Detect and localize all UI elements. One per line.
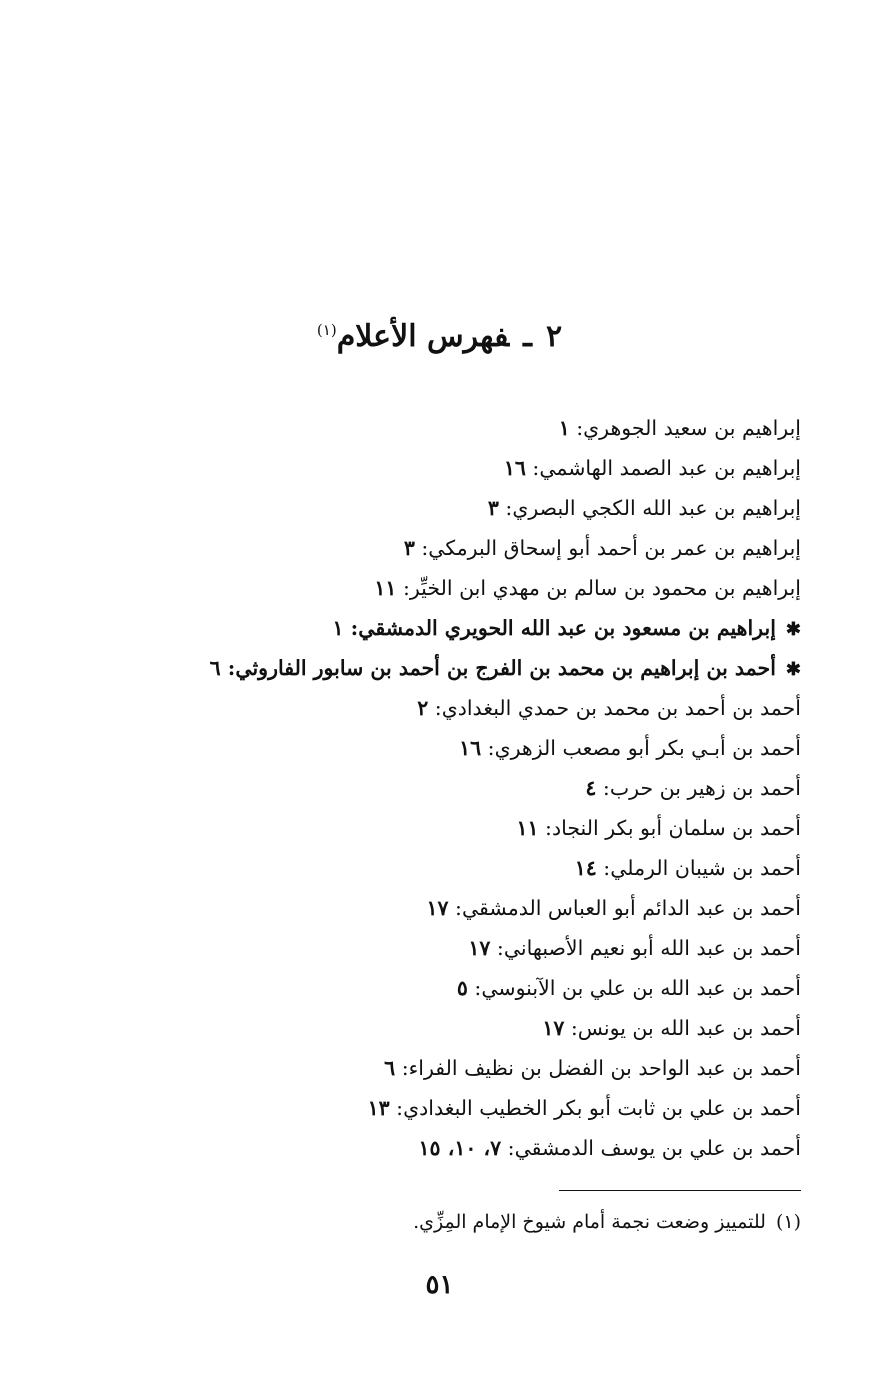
entry-name: إبراهيم بن عمر بن أحمد أبو إسحاق البرمكي [428, 536, 801, 560]
footnote [81, 1206, 801, 1238]
entry-pages: ٣ [487, 496, 499, 520]
footnote-number: (١) [775, 1211, 801, 1233]
index-entry [81, 888, 801, 928]
entry-pages: ٦ [384, 1056, 396, 1080]
entry-separator: : [490, 936, 504, 960]
index-entry [81, 848, 801, 888]
entry-name: أحمد بن زهير بن حرب [609, 776, 801, 800]
entry-separator: : [396, 576, 410, 600]
heading-number: ٢ [545, 319, 563, 354]
entry-pages: ٤ [585, 776, 597, 800]
entry-separator: : [538, 816, 552, 840]
index-entry [81, 808, 801, 848]
index-entry [81, 568, 801, 608]
entry-pages: ٣ [403, 536, 415, 560]
entry-separator: : [564, 1016, 578, 1040]
entry-name: أحمد بن أبـي بكر أبو مصعب الزهري [494, 736, 801, 760]
entry-separator: : [525, 456, 540, 480]
entry-name: إبراهيم بن مسعود بن عبد الله الحويري الدمشقي [358, 616, 776, 640]
heading-dash: ـ [523, 319, 532, 354]
entry-name: أحمد بن عبد الله بن علي بن الآبنوسي [481, 976, 801, 1000]
entry-name: إبراهيم بن عبد الصمد الهاشمي [539, 456, 801, 480]
index-entry [81, 1008, 801, 1048]
entry-pages: ١٧ [542, 1016, 565, 1040]
entry-separator: : [448, 896, 462, 920]
entry-pages: ١٦ [503, 456, 526, 480]
index-entry [81, 728, 801, 768]
entry-pages: ١٧ [468, 936, 491, 960]
index-entry [81, 768, 801, 808]
entry-separator: : [481, 736, 495, 760]
entry-name: أحمد بن عبد الله أبو نعيم الأصبهاني [503, 936, 801, 960]
entry-name: أحمد بن علي بن يوسف الدمشقي [514, 1136, 801, 1160]
index-entry [81, 1128, 801, 1168]
entry-name: أحمد بن علي بن ثابت أبو بكر الخطيب البغدادي [403, 1096, 801, 1120]
index-entry [81, 608, 801, 648]
entry-pages: ١٣ [367, 1096, 390, 1120]
entry-separator: : [467, 976, 482, 1000]
index-entry [81, 648, 801, 688]
index-entry [81, 928, 801, 968]
index-entry [81, 408, 801, 448]
index-entry [81, 688, 801, 728]
entry-separator: : [498, 496, 513, 520]
entry-name: إبراهيم بن عبد الله الكجي البصري [512, 496, 801, 520]
entry-separator: : [395, 1056, 409, 1080]
entry-pages: ٦ [209, 656, 221, 680]
entry-separator: : [596, 776, 610, 800]
footnote-separator [559, 1190, 801, 1191]
entry-pages: ٧، ١٠، ١٥ [418, 1136, 502, 1160]
star-icon: ✱ [785, 619, 801, 640]
entry-pages: ١١ [516, 816, 539, 840]
entry-name: أحمد بن إبراهيم بن محمد بن الفرج بن أحمد بن سابور الفاروثي [235, 656, 776, 680]
entry-pages: ٥ [456, 976, 468, 1000]
entry-separator: : [389, 1096, 404, 1120]
heading-title: فهرس الأعلام [336, 319, 510, 354]
entry-name: أحمد بن عبد الواحد بن الفضل بن نظيف الفراء [408, 1056, 801, 1080]
entry-separator: : [343, 616, 359, 640]
entry-name: إبراهيم بن سعيد الجوهري [583, 416, 801, 440]
index-heading [0, 308, 879, 359]
entry-pages: ١ [558, 416, 570, 440]
entry-name: أحمد بن شيبان الرملي [610, 856, 801, 880]
entry-separator: : [428, 696, 442, 720]
index-entry [81, 528, 801, 568]
entry-name: إبراهيم بن محمود بن سالم بن مهدي ابن الخيِّر [409, 576, 801, 600]
entry-name: أحمد بن سلمان أبو بكر النجاد [551, 816, 801, 840]
entry-separator: : [220, 656, 236, 680]
heading-footnote-ref: (١) [316, 321, 337, 339]
index-entry [81, 1088, 801, 1128]
entry-separator: : [501, 1136, 515, 1160]
index-entry [81, 1048, 801, 1088]
entry-name: أحمد بن عبد الدائم أبو العباس الدمشقي [461, 896, 801, 920]
entry-pages: ١٤ [574, 856, 597, 880]
index-entries-list [81, 408, 801, 1168]
entry-pages: ١٦ [459, 736, 482, 760]
page-number: ٥١ [425, 1270, 454, 1300]
star-icon: ✱ [785, 659, 801, 680]
index-entry [81, 968, 801, 1008]
index-entry [81, 448, 801, 488]
entry-pages: ١ [332, 616, 344, 640]
entry-pages: ١٧ [426, 896, 449, 920]
index-entry [81, 488, 801, 528]
entry-separator: : [569, 416, 584, 440]
entry-pages: ٢ [417, 696, 429, 720]
footnote-text: للتمييز وضعت نجمة أمام شيوخ الإمام المِزِّي. [413, 1211, 766, 1233]
entry-name: أحمد بن عبد الله بن يونس [577, 1016, 801, 1040]
entry-separator: : [414, 536, 429, 560]
entry-name: أحمد بن أحمد بن محمد بن حمدي البغدادي [441, 696, 801, 720]
entry-separator: : [596, 856, 611, 880]
entry-pages: ١١ [374, 576, 397, 600]
